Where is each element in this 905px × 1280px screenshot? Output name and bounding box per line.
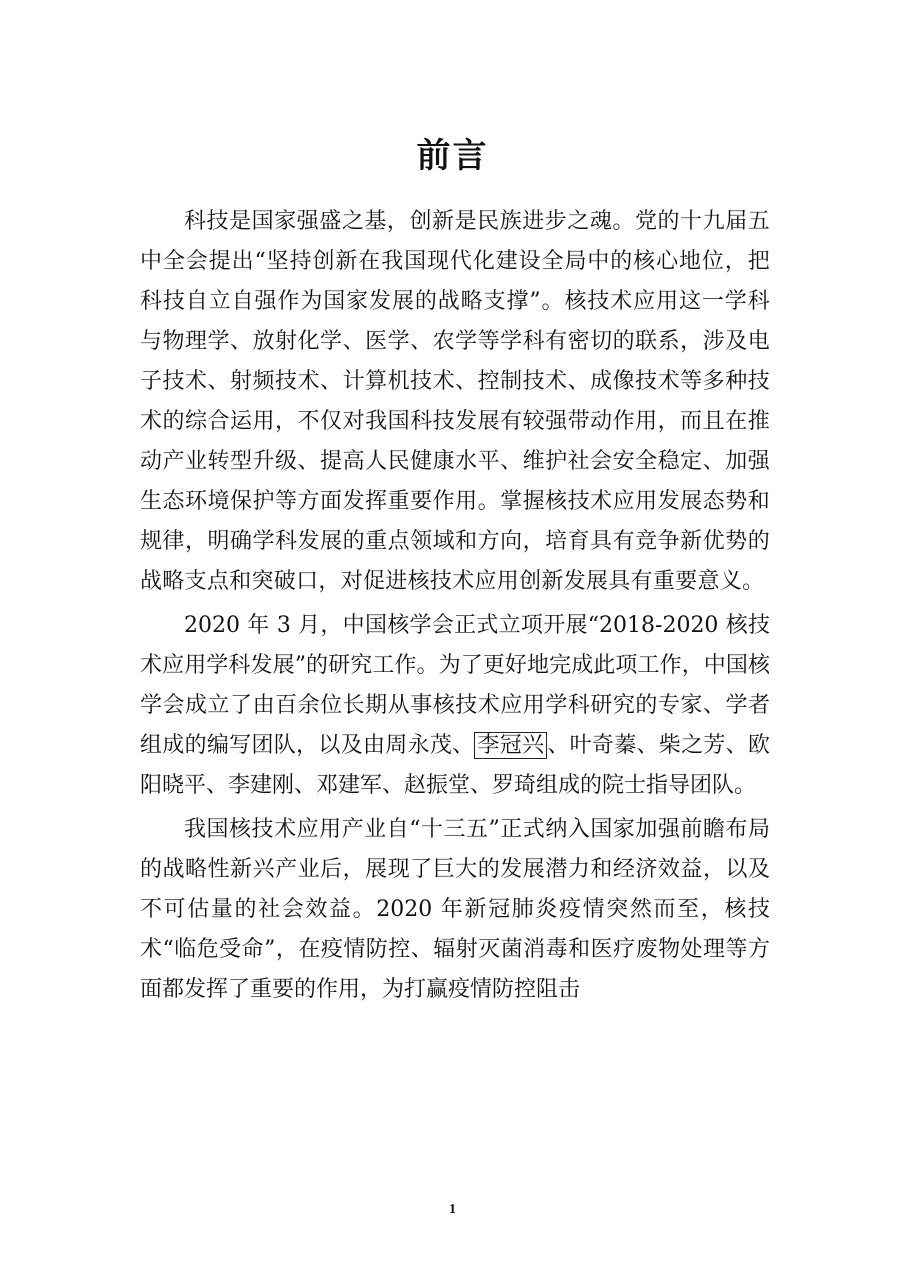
page-title: 前言: [416, 136, 489, 176]
paragraph-text-after: 、叶奇蓁、柴之芳、欧阳晓平、李建刚、邓建军、赵振堂、罗琦组成的院士指导团队。: [140, 733, 770, 798]
paragraph-industry-development: 我国核技术应用产业自“十三五”正式纳入国家加强前瞻布局的战略性新兴产业后，展现了巨大的发展潜力和经济效益，以及不可估量的社会效益。2020 年新冠肺炎疫情突然而至，核技术“临危受命”，在疫情防控、辐射灭菌消毒和医疗废物处理等方面都发挥了重要的作用，为打赢疫情防控阻击: [140, 817, 770, 1002]
paragraph-text-before: 2020 年 3 月，中国核学会正式立项开展“2018-2020 核技术应用学科发展”的研究工作。为了更好地完成此项工作，中国核学会成立了由百余位长期从事核技术应用学科研究的专家、学者组成的编写团队，以及由周永茂、: [140, 613, 770, 758]
paragraph-innovation: 科技是国家强盛之基，创新是民族进步之魂。党的十九届五中全会提出“坚持创新在我国现代化建设全局中的核心地位，把科技自立自强作为国家发展的战略支撑”。核技术应用这一学科与物理学、放射化学、医学、农学等学科有密切的联系，涉及电子技术、射频技术、计算机技术、控制技术、成像技术等多种技术的综合运用，不仅对我国科技发展有较强带动作用，而且在推动产业转型升级、提高人民健康水平、维护社会安全稳定、加强生态环境保护等方面发挥重要作用。掌握核技术应用发展态势和规律，明确学科发展的重点领域和方向，培育具有竞争新优势的战略支点和突破口，对促进核技术应用创新发展具有重要意义。: [140, 209, 770, 594]
highlighted-name-box: 李冠兴: [474, 732, 547, 759]
page-number: 1: [449, 1202, 456, 1217]
document-body: [140, 202, 770, 1014]
paragraph-project-teams: [140, 606, 770, 806]
